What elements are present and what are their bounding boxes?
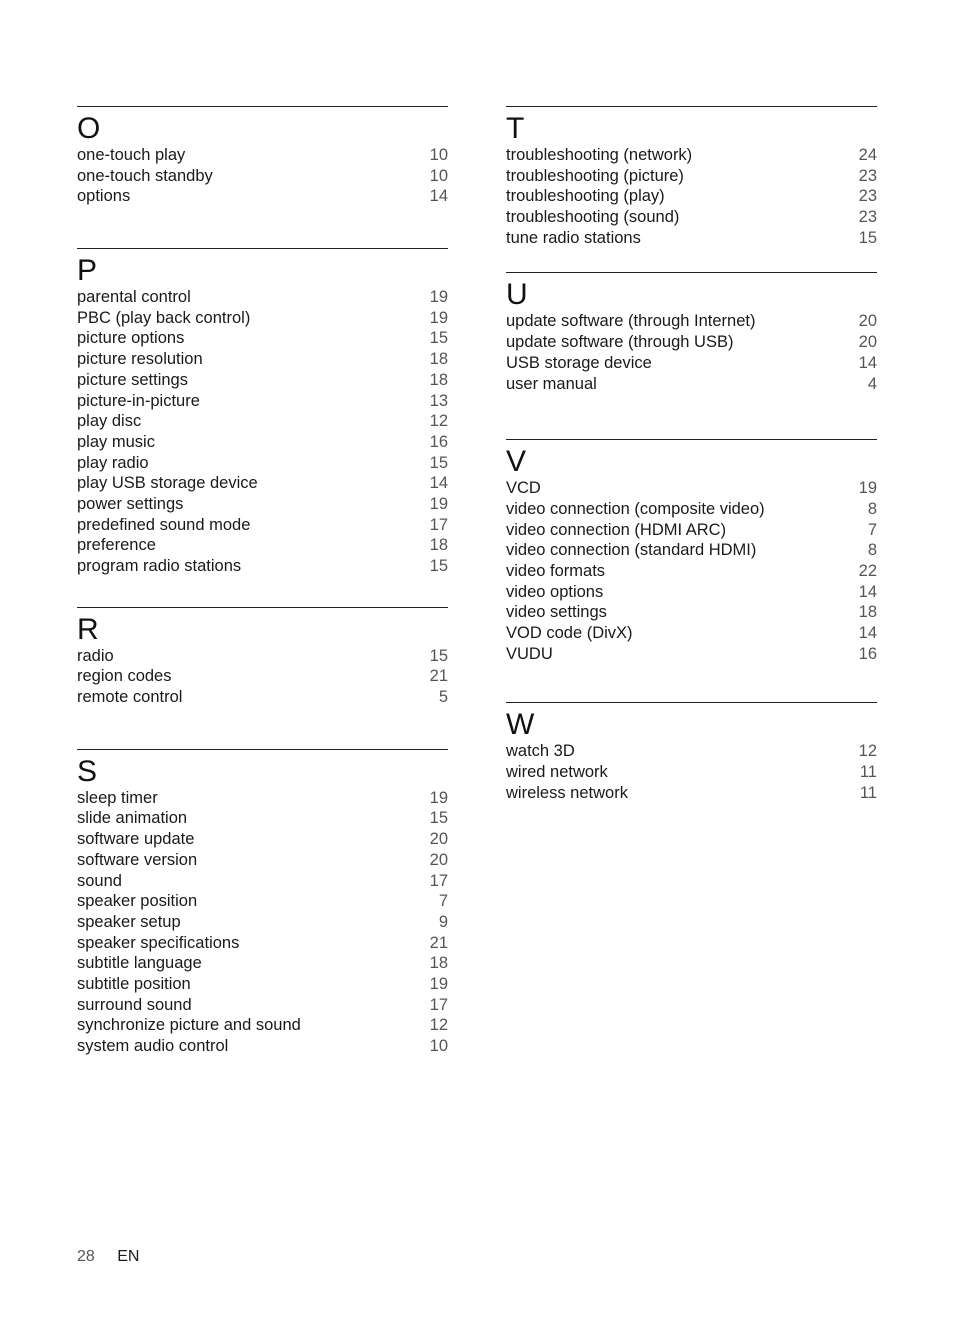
section-letter: S (77, 754, 98, 788)
entry-page-number: 7 (867, 520, 877, 539)
entry-page-number: 9 (438, 912, 448, 931)
index-section-u (506, 272, 877, 394)
entry-term: speaker position (77, 892, 198, 911)
entry-term: tune radio stations (506, 228, 641, 247)
entry-page-number: 18 (429, 536, 448, 555)
index-entry (77, 535, 448, 556)
entry-term: remote control (77, 688, 183, 707)
entry-term: parental control (77, 288, 191, 307)
entry-page-number: 18 (858, 603, 877, 622)
entry-term: wired network (506, 763, 608, 782)
section-letter: T (506, 112, 525, 145)
entry-page-number: 19 (858, 479, 877, 498)
entry-term: software version (77, 850, 198, 869)
index-entry (506, 561, 877, 582)
entry-term: one-touch play (77, 146, 186, 164)
entry-term: play disc (77, 412, 142, 431)
entry-page-number: 19 (429, 974, 448, 993)
index-entry (506, 332, 877, 353)
entry-term: picture resolution (77, 350, 203, 369)
entry-term: speaker specifications (77, 933, 240, 952)
entry-term: synchronize picture and sound (77, 1016, 301, 1035)
entry-page-number: 11 (859, 763, 877, 782)
entry-page-number: 16 (858, 644, 877, 663)
index-entry (77, 808, 448, 829)
entry-term: user manual (506, 374, 597, 393)
entry-page-number: 14 (429, 474, 448, 493)
index-entry (77, 370, 448, 391)
entry-term: software update (77, 830, 195, 849)
entry-term: video settings (506, 603, 607, 622)
entry-page-number: 21 (429, 667, 448, 686)
index-section-w (506, 702, 877, 803)
page-footer (77, 1248, 139, 1266)
index-entry (77, 556, 448, 577)
index-entry (77, 473, 448, 494)
entry-term: picture options (77, 329, 185, 348)
index-entry (77, 829, 448, 850)
index-entry (77, 391, 448, 412)
entry-term: slide animation (77, 809, 188, 828)
entry-term: predefined sound mode (77, 515, 251, 534)
index-entry (77, 432, 448, 453)
index-entry (506, 166, 877, 187)
entry-term: video connection (HDMI ARC) (506, 520, 727, 539)
entry-term: watch 3D (506, 742, 575, 761)
index-entry (506, 762, 877, 783)
entry-page-number: 12 (429, 412, 448, 431)
index-section-s (77, 749, 448, 1057)
entry-page-number: 17 (429, 515, 448, 534)
entry-term: sound (77, 871, 122, 890)
entry-page-number: 23 (858, 187, 877, 206)
entry-page-number: 18 (429, 370, 448, 389)
entry-term: VOD code (DivX) (506, 624, 633, 642)
page-number: 28 (77, 1248, 95, 1265)
entry-term: picture-in-picture (77, 391, 200, 410)
entry-page-number: 4 (867, 374, 877, 393)
index-entry (77, 145, 448, 166)
index-entry (77, 308, 448, 329)
entry-page-number: 15 (429, 329, 448, 348)
index-entry (77, 411, 448, 432)
entry-term: troubleshooting (play) (506, 187, 665, 206)
entry-term: radio (77, 646, 114, 665)
entry-page-number: 19 (429, 494, 448, 513)
index-entry (506, 540, 877, 561)
index-section-p (77, 248, 448, 577)
index-column-left (77, 106, 448, 1057)
entry-page-number: 24 (858, 146, 877, 164)
entry-term: video connection (standard HDMI) (506, 541, 757, 560)
entry-term: power settings (77, 494, 184, 513)
index-entry (506, 520, 877, 541)
index-section-o (77, 106, 448, 207)
index-entry (77, 349, 448, 370)
entry-page-number: 15 (429, 557, 448, 575)
entry-page-number: 23 (858, 166, 877, 185)
index-entry (506, 644, 877, 665)
index-entry (77, 453, 448, 474)
index-entry (77, 995, 448, 1016)
entry-page-number: 14 (858, 624, 877, 642)
entry-term: surround sound (77, 995, 192, 1014)
entry-term: preference (77, 536, 156, 555)
entry-page-number: 10 (429, 1037, 448, 1055)
entry-page-number: 10 (429, 166, 448, 185)
index-entry (77, 953, 448, 974)
entry-page-number: 12 (429, 1016, 448, 1035)
index-entry (77, 166, 448, 187)
index-entry (506, 228, 877, 249)
index-entry (77, 912, 448, 933)
index-entry (506, 602, 877, 623)
index-entry (77, 933, 448, 954)
entry-page-number: 15 (429, 809, 448, 828)
entry-page-number: 17 (429, 871, 448, 890)
entry-term: one-touch standby (77, 166, 213, 185)
entry-term: troubleshooting (picture) (506, 166, 684, 185)
entry-page-number: 14 (858, 582, 877, 601)
index-entry (506, 207, 877, 228)
section-letter: U (506, 278, 528, 312)
index-entry (77, 515, 448, 536)
index-entry (77, 1036, 448, 1057)
section-letter: R (77, 612, 99, 646)
index-entry (506, 623, 877, 644)
entry-page-number: 21 (429, 933, 448, 952)
index-entry (506, 582, 877, 603)
entry-page-number: 17 (429, 995, 448, 1014)
entry-page-number: 15 (429, 453, 448, 472)
index-entry (506, 353, 877, 374)
entry-term: system audio control (77, 1037, 229, 1055)
entry-page-number: 22 (858, 561, 877, 580)
index-entry (77, 687, 448, 708)
entry-term: subtitle language (77, 954, 202, 973)
index-entry (77, 186, 448, 207)
entry-term: update software (through Internet) (506, 312, 756, 331)
entry-term: video connection (composite video) (506, 499, 765, 518)
entry-page-number: 5 (438, 688, 448, 707)
entry-term: sleep timer (77, 788, 158, 807)
entry-page-number: 14 (429, 187, 448, 206)
index-section-t (506, 106, 877, 248)
index-entry (506, 145, 877, 166)
entry-page-number: 23 (858, 208, 877, 227)
entry-page-number: 13 (429, 391, 448, 410)
entry-term: play USB storage device (77, 474, 258, 493)
entry-term: program radio stations (77, 557, 242, 575)
entry-page-number: 20 (429, 830, 448, 849)
entry-term: options (77, 187, 131, 206)
entry-page-number: 19 (429, 288, 448, 307)
entry-page-number: 10 (429, 146, 448, 164)
entry-page-number: 12 (858, 742, 877, 761)
entry-term: VCD (506, 479, 541, 498)
index-entry (506, 374, 877, 395)
entry-term: play radio (77, 453, 149, 472)
index-entry (77, 788, 448, 809)
index-entry (506, 499, 877, 520)
entry-page-number: 11 (859, 783, 877, 802)
section-letter: W (506, 708, 535, 742)
index-entry (77, 328, 448, 349)
entry-term: video options (506, 582, 604, 601)
index-entry (506, 186, 877, 207)
entry-term: speaker setup (77, 912, 181, 931)
entry-page-number: 8 (867, 541, 877, 560)
entry-term: update software (through USB) (506, 333, 734, 352)
entry-page-number: 20 (858, 333, 877, 352)
entry-page-number: 7 (438, 892, 448, 911)
index-entry (77, 646, 448, 667)
entry-term: VUDU (506, 644, 553, 663)
entry-page-number: 19 (429, 788, 448, 807)
index-entry (77, 974, 448, 995)
entry-term: play music (77, 432, 155, 451)
entry-term: troubleshooting (network) (506, 146, 693, 164)
section-letter: O (77, 112, 101, 145)
entry-page-number: 16 (429, 432, 448, 451)
entry-page-number: 20 (858, 312, 877, 331)
language-code: EN (117, 1248, 140, 1265)
entry-term: subtitle position (77, 974, 191, 993)
section-letter: V (506, 445, 527, 479)
entry-term: troubleshooting (sound) (506, 208, 680, 227)
section-letter: P (77, 254, 98, 288)
index-entry (77, 666, 448, 687)
entry-page-number: 15 (858, 228, 877, 247)
entry-term: video formats (506, 561, 606, 580)
index-entry (506, 311, 877, 332)
entry-page-number: 15 (429, 646, 448, 665)
entry-page-number: 18 (429, 350, 448, 369)
entry-page-number: 19 (429, 308, 448, 327)
entry-term: region codes (77, 667, 172, 686)
index-entry (77, 287, 448, 308)
entry-page-number: 18 (429, 954, 448, 973)
index-entry (77, 871, 448, 892)
entry-term: wireless network (506, 783, 628, 802)
entry-page-number: 14 (858, 353, 877, 372)
index-entry (77, 494, 448, 515)
index-section-v (506, 439, 877, 664)
index-column-right (506, 106, 877, 803)
index-entry (77, 891, 448, 912)
entry-term: picture settings (77, 370, 188, 389)
index-entry (77, 1015, 448, 1036)
entry-page-number: 8 (867, 499, 877, 518)
index-entry (77, 850, 448, 871)
index-section-r (77, 607, 448, 708)
index-entry (506, 478, 877, 499)
index-entry (506, 783, 877, 804)
entry-term: PBC (play back control) (77, 308, 251, 327)
entry-term: USB storage device (506, 353, 652, 372)
index-entry (506, 741, 877, 762)
entry-page-number: 20 (429, 850, 448, 869)
